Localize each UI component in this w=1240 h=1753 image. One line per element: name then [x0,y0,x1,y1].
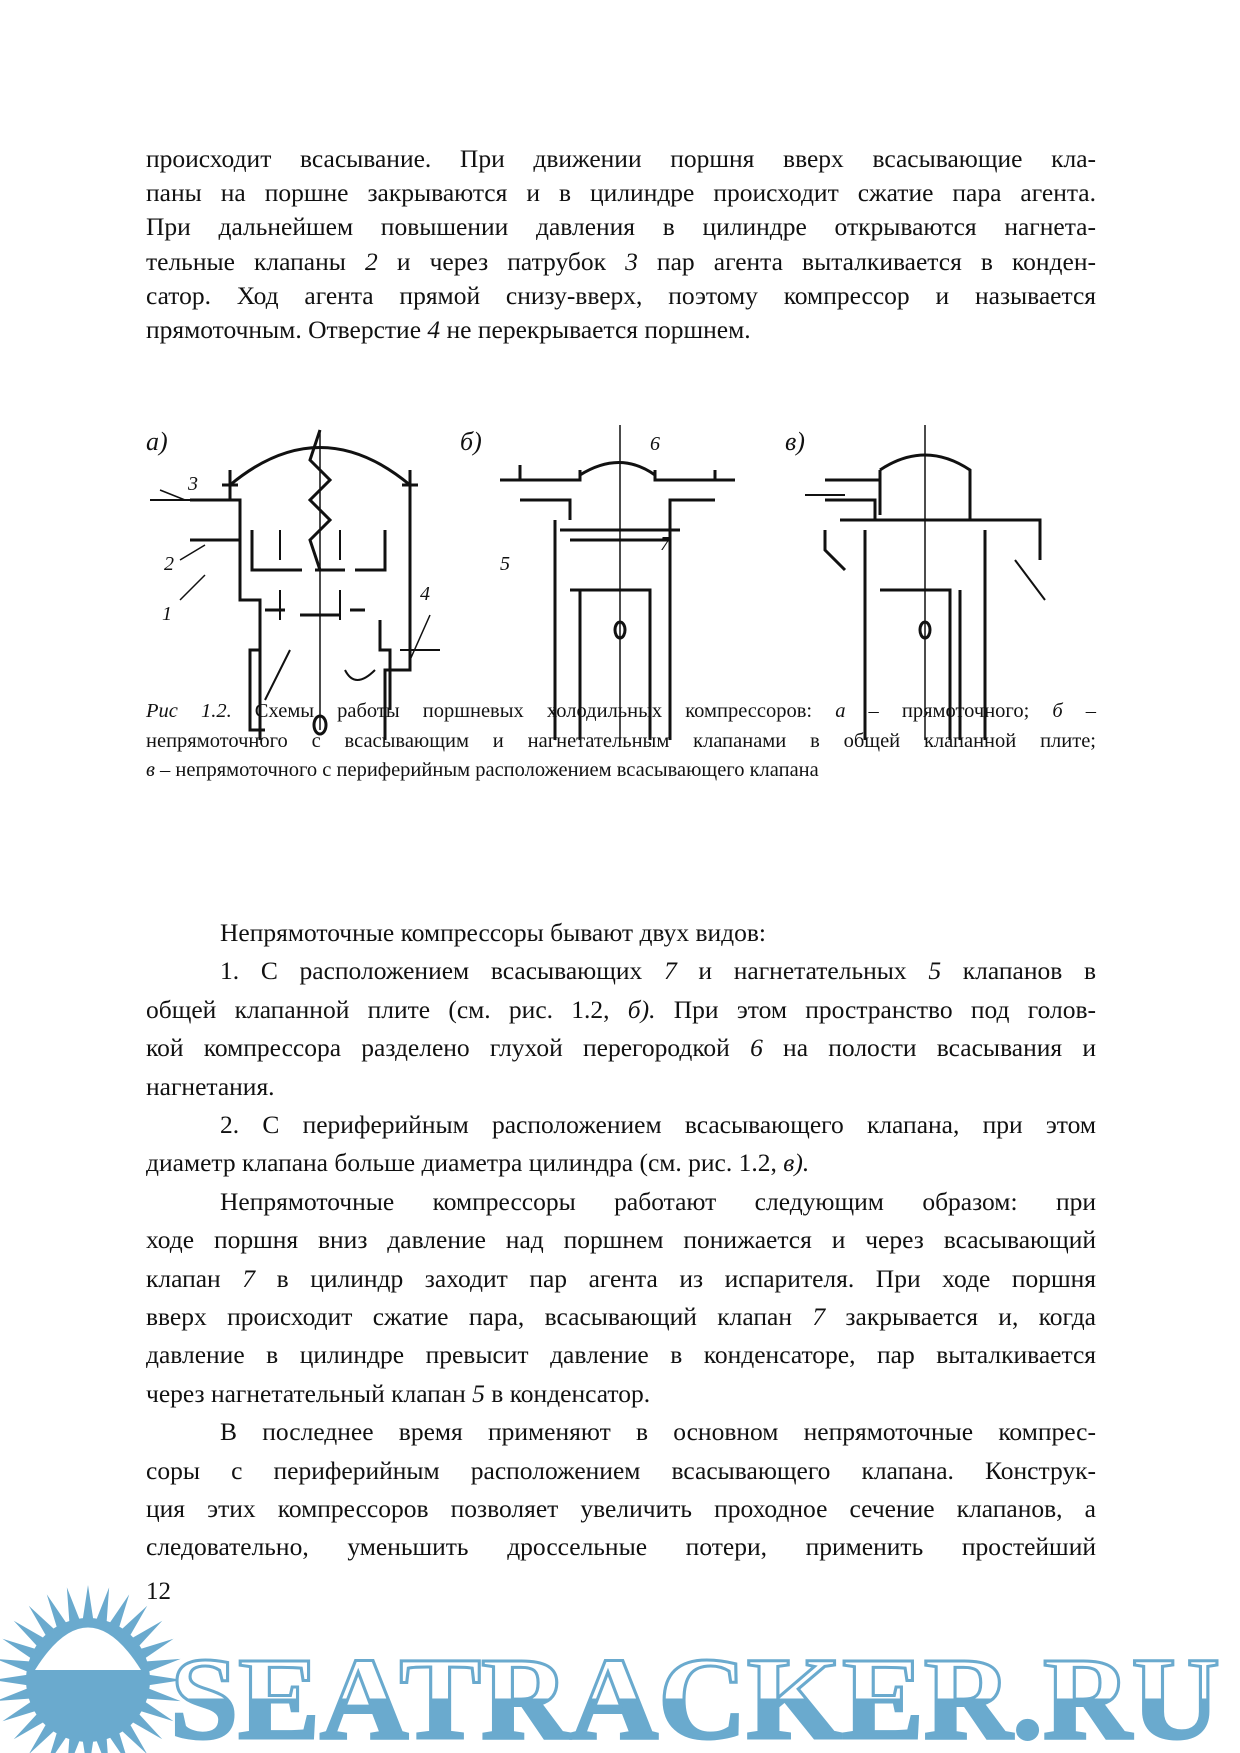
text-line [146,1377,1096,1411]
text-line [146,1300,1096,1334]
callout-7: 7 [660,533,670,555]
italic-text: б [1052,700,1063,722]
text-line [146,142,1096,176]
text-segment: 1. С расположением всасывающих [220,956,664,986]
text-line [146,1338,1096,1372]
schematic-c-peripheral-valve [785,425,1045,740]
callout-2: 2 [164,553,174,575]
text-segment: непрямоточного с всасывающим и нагнетательным клапанами в общей клапанной плите; [146,729,1096,752]
callout-5: 5 [500,553,510,575]
text-line [146,1070,1096,1104]
text-segment: соры с периферийным расположением всасывающего клапана. Конструк- [146,1455,1096,1485]
text-segment: паны на поршне закрываются и в цилиндре происходит сжатие пара агента. [146,178,1096,208]
text-segment: нагнетания. [146,1071,275,1101]
text-line [220,916,1096,950]
sun-logo-icon [0,1585,183,1753]
text-segment: клапанов в [941,956,1096,986]
text-line [146,1262,1096,1296]
italic-text: 5 [928,956,942,986]
text-line [146,727,1096,756]
text-segment: закрывается и, когда [825,1302,1096,1331]
text-segment: не перекрывается поршнем. [440,315,751,344]
text-segment: При дальнейшем повышении давления в цилиндре открываются нагнета- [146,212,1096,242]
schematic-a-direct-flow [146,427,440,740]
text-segment: ходе поршня вниз давление над поршнем понижается и через всасывающий [146,1225,1096,1255]
watermark-text: SEATRACKER.RU [170,1633,1220,1753]
italic-text: 4 [427,315,441,344]
text-segment: сатор. Ход агента прямой снизу-вверх, поэтому компрессор и называется [146,280,1096,310]
page-number: 12 [146,1578,171,1605]
panel-label-c: в) [785,427,805,456]
text-segment: вверх происходит сжатие пара, всасывающий клапан [146,1302,813,1331]
text-segment: следовательно, уменьшить дроссельные потери, применить простейший [146,1532,1096,1562]
italic-text: 7 [663,956,677,986]
text-segment: происходит всасывание. При движении поршня вверх всасывающие кла- [146,144,1096,173]
text-line [146,993,1096,1027]
italic-text: а [835,700,846,722]
text-segment: – прямоточного; [845,700,1053,722]
text-line [146,1146,1096,1180]
italic-text: Рис 1.2. [146,700,232,722]
text-segment: через нагнетательный клапан [146,1378,473,1408]
compressor-schematics-figure [140,420,1120,740]
text-line [146,1530,1096,1564]
text-segment: пар агента выталкивается в конден- [637,246,1096,276]
callout-4: 4 [420,583,430,605]
text-line [146,313,1096,347]
text-segment: ция этих компрессоров позволяет увеличить проходное сечение клапанов, а [146,1494,1096,1523]
text-segment: кой компрессора разделено глухой перегородкой [146,1033,751,1063]
text-segment: – [1062,700,1097,722]
text-segment: тельные клапаны [146,246,365,276]
panel-label-b: б) [460,427,482,456]
text-segment: общей клапанной плите (см. рис. 1.2, [146,994,628,1024]
text-line [146,756,1096,785]
italic-text: 2 [364,246,378,276]
text-line [146,279,1096,313]
text-line [146,245,1096,279]
italic-text: 7 [242,1263,256,1293]
panel-label-a: а) [146,427,168,456]
text-line [146,1031,1096,1065]
text-line [146,1492,1096,1526]
text-segment: и нагнетательных [676,956,929,986]
italic-text: б). [627,994,656,1024]
text-line [146,210,1096,244]
callout-6: 6 [650,433,660,455]
text-segment: давление в цилиндре превысит давление в конденсаторе, пар выталкивается [146,1340,1096,1370]
schematic-b-indirect-flow [460,425,735,740]
italic-text: 5 [472,1378,485,1408]
text-line [146,176,1096,210]
text-segment: диаметр клапана больше диаметра цилиндра (см. рис. 1.2, [146,1148,784,1178]
text-segment: – непрямоточного с периферийным расположением всасывающего клапана [154,759,819,781]
text-line [220,1415,1096,1449]
text-segment: клапан [146,1263,243,1293]
text-segment: на полости всасывания и [762,1033,1096,1063]
italic-text: 7 [812,1302,826,1331]
text-segment: 2. С периферийным расположением всасывающего клапана, при этом [220,1110,1096,1139]
seatracker-watermark [0,1570,1240,1753]
text-segment: и через патрубок [377,246,626,276]
text-segment: Непрямоточные компрессоры работают следующим образом: при [220,1186,1096,1216]
text-line [220,1185,1096,1219]
text-segment: В последнее время применяют в основном непрямоточные компрес- [220,1417,1096,1447]
text-segment: прямоточным. Отверстие [146,315,428,344]
text-segment: Непрямоточные компрессоры бывают двух видов: [220,918,767,947]
text-line [220,1108,1096,1142]
text-line [220,954,1096,988]
text-segment: в конденсатор. [484,1378,651,1408]
text-segment: При этом пространство под голов- [655,994,1096,1024]
italic-text: 3 [625,246,638,276]
italic-text: 6 [750,1033,763,1063]
text-segment: Схемы работы поршневых холодильных компрессоров: [231,700,836,722]
italic-text: в [146,759,155,781]
callout-1: 1 [162,603,172,625]
text-line [146,697,1096,726]
italic-text: в). [783,1148,810,1178]
text-segment: в цилиндр заходит пар агента из испарителя. При ходе поршня [255,1263,1096,1293]
text-line [146,1223,1096,1257]
callout-3: 3 [188,473,198,495]
text-line [146,1454,1096,1488]
